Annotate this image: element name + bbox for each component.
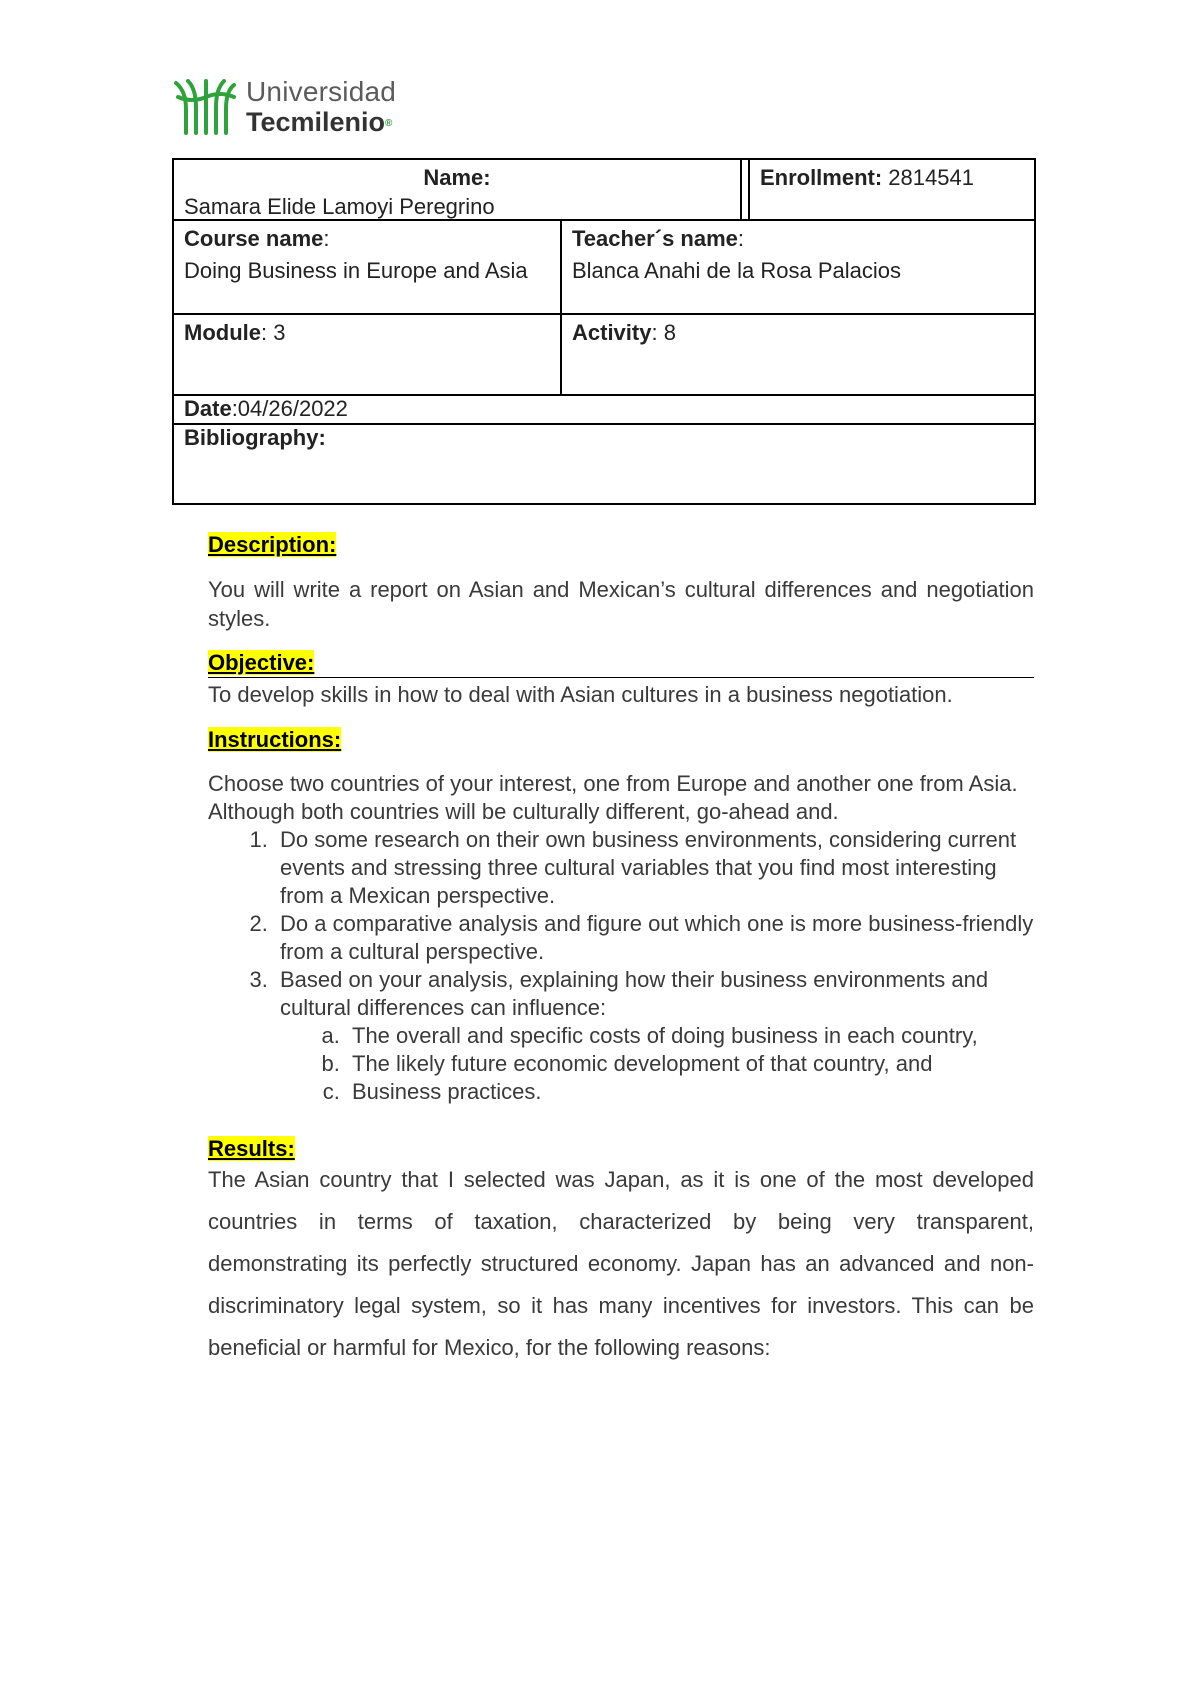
date-cell [174,396,1034,423]
teacher-value: Blanca Anahi de la Rosa Palacios [572,258,901,283]
instructions-list [208,826,1034,1106]
date-label: Date [184,396,232,421]
instructions-section [208,725,1034,754]
activity-value: : 8 [651,320,676,345]
date-row [174,396,1034,425]
instructions-title: Instructions: [208,727,342,752]
module-cell [174,315,562,394]
course-cell: Course name: Doing Business in Europe and Asia [174,221,562,313]
enrollment-cell [748,160,1034,219]
tecmilenio-leaf-icon [174,79,236,135]
instruction-substep: b. The likely future economic development of that country, and [346,1050,1034,1078]
teacher-cell: Teacher´s name: Blanca Anahi de la Rosa Palacios [562,221,1034,313]
description-text: You will write a report on Asian and Mexican’s cultural differences and negotiation styles. [208,577,1034,631]
bibliography-label: Bibliography: [184,425,326,450]
instructions-sublist [280,1022,1034,1106]
date-value: :04/26/2022 [231,396,348,421]
enrollment-value: 2814541 [882,165,974,190]
instruction-substep: a. The overall and specific costs of doing business in each country, [346,1022,1034,1050]
course-value: Doing Business in Europe and Asia [184,258,528,283]
results-text: The Asian country that I selected was Japan, as it is one of the most developed countries in terms of taxation, characterized by being very transparent, demonstrating its perfectly structured economy. Japan has an advanced and non-discriminatory legal system, so it has many incentives for investors. This can be beneficial or harmful for Mexico, for the following reasons: [208,1167,1034,1360]
enrollment-label: Enrollment: [759,165,883,190]
instruction-step: 3. Based on your analysis, explaining how their business environments and cultural differences can influence: a. The overall and specific costs of doing business in each country, b. The likely future economic development of that country, and c. Business practices. [274,966,1034,1106]
description-title: Description: [208,532,337,557]
student-info-table [172,158,1036,505]
objective-section [208,648,1034,678]
logo-tecmilenio: Tecmilenio® [246,107,393,137]
module-row [174,315,1034,396]
name-value: Samara Elide Lamoyi Peregrino [184,194,495,219]
teacher-label: Teacher´s name [572,226,738,251]
course-row [174,221,1034,315]
description-section [208,530,1034,559]
module-label: Module [184,320,261,345]
name-cell [174,160,742,219]
module-value: : 3 [261,320,286,345]
name-row [174,160,1034,221]
instruction-substep: c. Business practices. [346,1078,1034,1106]
course-label: Course name [184,226,324,251]
instruction-step: 2. Do a comparative analysis and figure out which one is more business-friendly from a cultural perspective. [274,910,1034,966]
activity-label: Activity [572,320,652,345]
instruction-step: 1. Do some research on their own business environments, considering current events and stressing three cultural variables that you find most interesting from a Mexican perspective. [274,826,1034,910]
objective-text: To develop skills in how to deal with Asian cultures in a business negotiation. [208,682,953,707]
university-logo [174,78,396,136]
objective-title: Objective: [208,650,315,675]
results-title: Results: [208,1136,295,1161]
instructions-intro: Choose two countries of your interest, one from Europe and another one from Asia. Although both countries will be culturally different, go-ahead and. [208,771,1018,824]
activity-content [208,530,1034,1369]
bibliography-row [174,425,1034,503]
name-label: Name: [423,165,491,190]
logo-universidad: Universidad [246,76,397,107]
activity-cell [562,315,1034,394]
